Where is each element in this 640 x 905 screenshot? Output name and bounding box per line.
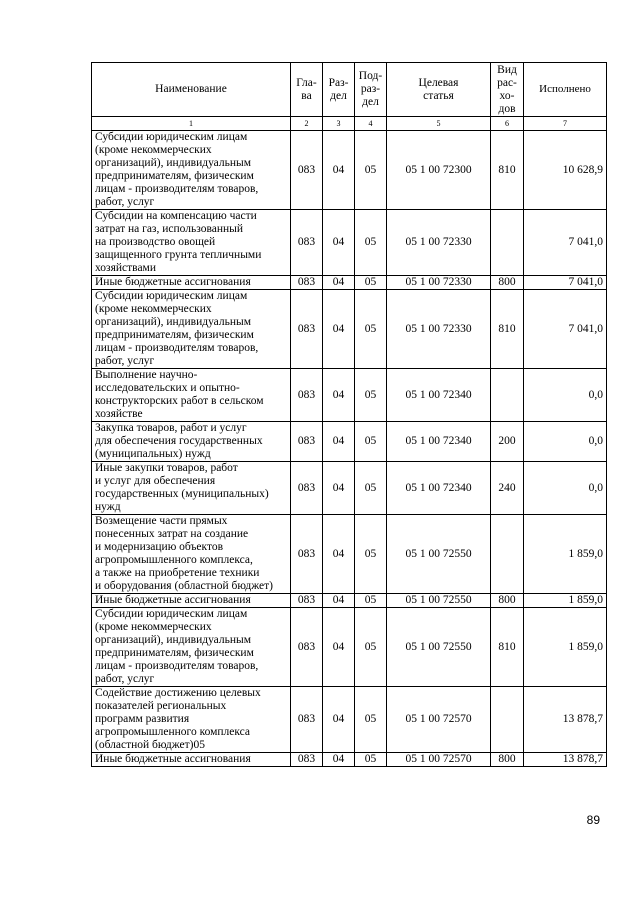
- cell-target: 05 1 00 72300: [387, 131, 491, 210]
- row-name-text: Субсидии на компенсацию части затрат на газ, использованный на производство овощей защищенного грунта тепличными хозяйствами: [95, 210, 262, 274]
- cell-exp-type: 810: [491, 131, 524, 210]
- cell-executed: 13 878,7: [524, 753, 607, 767]
- header-target: Целевая статья: [387, 63, 491, 117]
- cell-subsection: 05: [355, 753, 387, 767]
- row-name-text: Иные бюджетные ассигнования: [95, 753, 251, 765]
- cell-chapter: 083: [291, 608, 323, 687]
- cell-name: [92, 369, 291, 422]
- cell-exp-type: 800: [491, 594, 524, 608]
- cell-chapter: 083: [291, 422, 323, 462]
- cell-section: 04: [323, 276, 355, 290]
- cell-name: [92, 276, 291, 290]
- cell-executed: 0,0: [524, 462, 607, 515]
- cell-subsection: 05: [355, 131, 387, 210]
- cell-chapter: 083: [291, 276, 323, 290]
- cell-target: 05 1 00 72570: [387, 687, 491, 753]
- page-number: 89: [586, 813, 600, 827]
- row-name-text: Субсидии юридическим лицам (кроме некоммерческих организаций), индивидуальным предпринимателям, физическим лицам - производителям товаров, работ, услуг: [95, 290, 259, 367]
- cell-executed: 1 859,0: [524, 594, 607, 608]
- column-number: 1: [92, 117, 291, 131]
- cell-executed: 0,0: [524, 422, 607, 462]
- cell-name: [92, 594, 291, 608]
- cell-section: 04: [323, 290, 355, 369]
- cell-section: 04: [323, 608, 355, 687]
- cell-name: [92, 210, 291, 276]
- cell-subsection: 05: [355, 608, 387, 687]
- table-row: [92, 687, 607, 753]
- table-body: [92, 131, 607, 767]
- table-row: [92, 131, 607, 210]
- cell-exp-type: [491, 687, 524, 753]
- cell-target: 05 1 00 72570: [387, 753, 491, 767]
- header-exp-type: Вид рас- хо- дов: [491, 63, 524, 117]
- cell-section: 04: [323, 515, 355, 594]
- table-row: [92, 276, 607, 290]
- cell-section: 04: [323, 369, 355, 422]
- cell-chapter: 083: [291, 290, 323, 369]
- cell-subsection: 05: [355, 422, 387, 462]
- cell-target: 05 1 00 72550: [387, 594, 491, 608]
- row-name-text: Иные бюджетные ассигнования: [95, 594, 251, 606]
- cell-name: [92, 290, 291, 369]
- table-row: [92, 753, 607, 767]
- cell-chapter: 083: [291, 131, 323, 210]
- row-name-text: Субсидии юридическим лицам (кроме некоммерческих организаций), индивидуальным предпринимателям, физическим лицам - производителям товаров, работ, услуг: [95, 131, 259, 208]
- cell-exp-type: 810: [491, 608, 524, 687]
- budget-table: [91, 62, 607, 767]
- cell-section: 04: [323, 753, 355, 767]
- cell-section: 04: [323, 131, 355, 210]
- cell-name: [92, 753, 291, 767]
- cell-target: 05 1 00 72550: [387, 515, 491, 594]
- column-number: 6: [491, 117, 524, 131]
- table-row: [92, 210, 607, 276]
- cell-target: 05 1 00 72330: [387, 276, 491, 290]
- cell-target: 05 1 00 72330: [387, 290, 491, 369]
- cell-target: 05 1 00 72340: [387, 369, 491, 422]
- cell-subsection: 05: [355, 369, 387, 422]
- cell-subsection: 05: [355, 687, 387, 753]
- cell-section: 04: [323, 210, 355, 276]
- cell-name: [92, 687, 291, 753]
- cell-chapter: 083: [291, 515, 323, 594]
- cell-target: 05 1 00 72550: [387, 608, 491, 687]
- cell-name: [92, 515, 291, 594]
- cell-chapter: 083: [291, 753, 323, 767]
- cell-exp-type: [491, 210, 524, 276]
- cell-subsection: 05: [355, 594, 387, 608]
- cell-executed: 13 878,7: [524, 687, 607, 753]
- header-row: [92, 63, 607, 117]
- cell-exp-type: 810: [491, 290, 524, 369]
- cell-subsection: 05: [355, 290, 387, 369]
- cell-executed: 1 859,0: [524, 608, 607, 687]
- row-name-text: Выполнение научно- исследовательских и опытно- конструкторских работ в сельском хозяйстве: [95, 369, 264, 420]
- column-number: 2: [291, 117, 323, 131]
- cell-subsection: 05: [355, 276, 387, 290]
- cell-exp-type: 800: [491, 276, 524, 290]
- cell-exp-type: 200: [491, 422, 524, 462]
- table-row: [92, 290, 607, 369]
- row-name-text: Возмещение части прямых понесенных затрат на создание и модернизацию объектов агропромышленного комплекса, а также на приобретение техники и оборудования (областной бюджет): [95, 515, 273, 592]
- cell-name: [92, 131, 291, 210]
- cell-executed: 10 628,9: [524, 131, 607, 210]
- cell-executed: 7 041,0: [524, 210, 607, 276]
- header-section: Раз- дел: [323, 63, 355, 117]
- cell-executed: 7 041,0: [524, 290, 607, 369]
- cell-target: 05 1 00 72330: [387, 210, 491, 276]
- cell-subsection: 05: [355, 462, 387, 515]
- cell-section: 04: [323, 422, 355, 462]
- cell-exp-type: [491, 515, 524, 594]
- row-name-text: Содействие достижению целевых показателей региональных программ развития агропромышленного комплекса (областной бюджет)05: [95, 687, 261, 751]
- table-row: [92, 462, 607, 515]
- table-row: [92, 422, 607, 462]
- cell-target: 05 1 00 72340: [387, 462, 491, 515]
- cell-executed: 1 859,0: [524, 515, 607, 594]
- cell-name: [92, 608, 291, 687]
- cell-section: 04: [323, 594, 355, 608]
- column-number: 3: [323, 117, 355, 131]
- cell-chapter: 083: [291, 210, 323, 276]
- cell-executed: 7 041,0: [524, 276, 607, 290]
- table-row: [92, 594, 607, 608]
- table-row: [92, 515, 607, 594]
- cell-subsection: 05: [355, 515, 387, 594]
- table-row: [92, 369, 607, 422]
- column-number: 5: [387, 117, 491, 131]
- cell-chapter: 083: [291, 462, 323, 515]
- column-number: 4: [355, 117, 387, 131]
- cell-section: 04: [323, 462, 355, 515]
- cell-name: [92, 422, 291, 462]
- header-name: Наименование: [92, 63, 291, 117]
- cell-exp-type: [491, 369, 524, 422]
- table-row: [92, 608, 607, 687]
- cell-chapter: 083: [291, 687, 323, 753]
- header-chapter: Гла- ва: [291, 63, 323, 117]
- row-name-text: Иные бюджетные ассигнования: [95, 276, 251, 288]
- cell-exp-type: 240: [491, 462, 524, 515]
- cell-chapter: 083: [291, 594, 323, 608]
- header-executed: Исполнено: [524, 63, 607, 117]
- cell-executed: 0,0: [524, 369, 607, 422]
- row-name-text: Субсидии юридическим лицам (кроме некоммерческих организаций), индивидуальным предпринимателям, физическим лицам - производителям товаров, работ, услуг: [95, 608, 259, 685]
- header-subsection: Под- раз- дел: [355, 63, 387, 117]
- column-number-row: [92, 117, 607, 131]
- cell-exp-type: 800: [491, 753, 524, 767]
- cell-section: 04: [323, 687, 355, 753]
- row-name-text: Закупка товаров, работ и услуг для обеспечения государственных (муниципальных) нужд: [95, 422, 263, 460]
- cell-target: 05 1 00 72340: [387, 422, 491, 462]
- cell-chapter: 083: [291, 369, 323, 422]
- cell-name: [92, 462, 291, 515]
- row-name-text: Иные закупки товаров, работ и услуг для обеспечения государственных (муниципальных) нужд: [95, 462, 269, 513]
- cell-subsection: 05: [355, 210, 387, 276]
- column-number: 7: [524, 117, 607, 131]
